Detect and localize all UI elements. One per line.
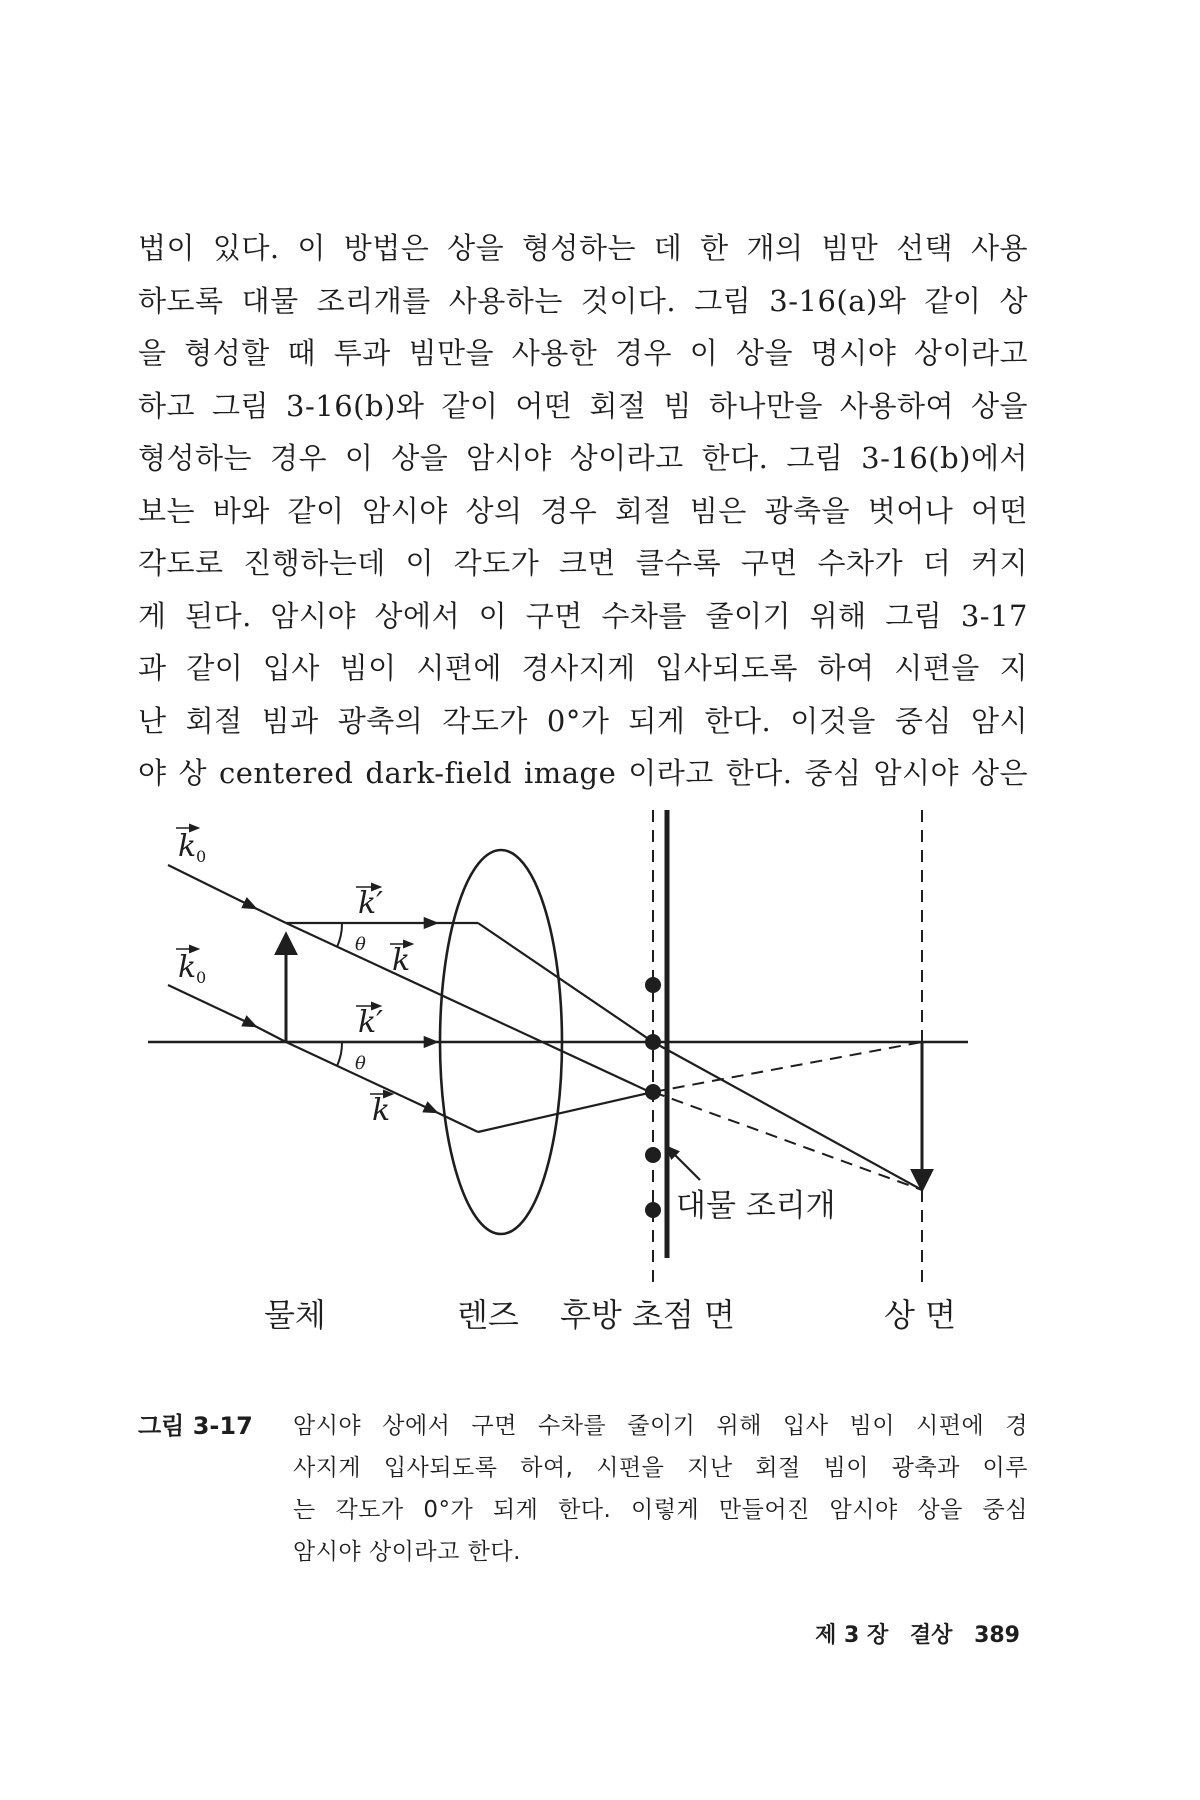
k-prime-symbol: k′ bbox=[358, 886, 383, 921]
diffraction-spot bbox=[645, 1202, 661, 1218]
label-k-prime-lower bbox=[356, 1005, 383, 1040]
theta-label-lower: θ bbox=[355, 1053, 366, 1074]
incident-ray-k0-upper-continuation bbox=[255, 908, 286, 923]
k0-symbol: k bbox=[178, 829, 197, 864]
blocked-ray-dashed-upper bbox=[653, 1042, 922, 1092]
k-symbol: k bbox=[372, 1093, 391, 1128]
body-paragraph bbox=[138, 222, 1028, 800]
caption-label: 그림 3-17 bbox=[138, 1412, 253, 1440]
diffraction-spot bbox=[645, 1147, 661, 1163]
caption-line: 는 각도가 0°가 되게 한다. 이렇게 만들어진 암시야 상을 중심 bbox=[293, 1497, 1028, 1523]
body-line: 하고 그림 3-16(b)와 같이 어떤 회절 빔 하나만을 사용하여 상을 bbox=[138, 388, 1028, 423]
k-symbol: k bbox=[392, 943, 411, 978]
running-footer bbox=[801, 1618, 1020, 1649]
body-line: 야 상 centered dark-field image 이라고 한다. 중심 암시야 상은 bbox=[138, 756, 1028, 790]
chapter-number: 제 3 장 bbox=[815, 1623, 889, 1648]
label-object: 물체 bbox=[264, 1296, 326, 1334]
diffraction-spot bbox=[645, 977, 661, 993]
body-line: 각도로 진행하는데 이 각도가 크면 클수록 구면 수차가 더 커지 bbox=[138, 546, 1028, 580]
body-line: 보는 바와 같이 암시야 상의 경우 회절 빔은 광축을 벗어나 어떤 bbox=[138, 493, 1028, 528]
body-line: 법이 있다. 이 방법은 상을 형성하는 데 한 개의 빔만 선택 사용 bbox=[138, 231, 1028, 265]
caption-line: 암시야 상에서 구면 수차를 줄이기 위해 입사 빔이 시편에 경 bbox=[293, 1413, 1028, 1439]
ray-after-lens-lower bbox=[478, 1092, 653, 1132]
theta-arc-lower bbox=[337, 1042, 342, 1066]
blocked-ray-dashed-lower bbox=[653, 1092, 922, 1190]
body-line: 난 회절 빔과 광축의 각도가 0°가 되게 한다. 이것을 중심 암시 bbox=[138, 703, 1028, 738]
incident-ray-k0-upper bbox=[168, 865, 255, 908]
caption-text bbox=[293, 1405, 1028, 1573]
incident-ray-k0-lower bbox=[168, 985, 255, 1026]
body-line: 을 형성할 때 투과 빔만을 사용한 경우 이 상을 명시야 상이라고 bbox=[138, 336, 1028, 370]
label-lens: 렌즈 bbox=[457, 1296, 519, 1334]
caption-line: 암시야 상이라고 한다. bbox=[293, 1539, 521, 1565]
body-line: 형성하는 경우 이 상을 암시야 상이라고 한다. 그림 3-16(b)에서 bbox=[138, 441, 1028, 475]
theta-arc-upper bbox=[337, 923, 342, 947]
theta-label-upper: θ bbox=[355, 934, 366, 955]
figure-3-17 bbox=[0, 790, 1200, 1350]
k0-symbol: k bbox=[178, 950, 197, 985]
label-k0-lower bbox=[176, 949, 206, 987]
body-line: 과 같이 입사 빔이 시편에 경사지게 입사되도록 하여 시편을 지 bbox=[138, 651, 1028, 685]
body-line: 게 된다. 암시야 상에서 이 구면 수차를 줄이기 위해 그림 3-17 bbox=[138, 598, 1028, 633]
page-number: 389 bbox=[974, 1623, 1020, 1648]
k0-subscript: 0 bbox=[196, 847, 207, 866]
label-k-prime-upper bbox=[356, 886, 383, 921]
aperture-pointer bbox=[667, 1147, 700, 1180]
aperture-label: 대물 조리개 bbox=[676, 1188, 836, 1224]
label-k-lower bbox=[370, 1093, 392, 1128]
k0-subscript: 0 bbox=[196, 968, 207, 987]
label-k0-upper bbox=[176, 828, 206, 866]
diffraction-spot bbox=[645, 1084, 661, 1100]
incident-ray-k0-lower-continuation bbox=[255, 1026, 286, 1042]
chapter-title: 결상 bbox=[909, 1623, 953, 1648]
ray-k-lower-continuation bbox=[436, 1112, 478, 1132]
ray-diagram bbox=[0, 790, 1200, 1350]
body-line: 하도록 대물 조리개를 사용하는 것이다. 그림 3-16(a)와 같이 상 bbox=[138, 283, 1028, 318]
label-image-plane: 상 면 bbox=[884, 1296, 956, 1334]
label-back-focal-plane: 후방 초점 면 bbox=[560, 1296, 735, 1334]
k-prime-symbol: k′ bbox=[358, 1005, 383, 1040]
ray-to-image-point bbox=[653, 1042, 922, 1190]
label-k-upper bbox=[390, 943, 412, 978]
diffraction-spot bbox=[645, 1034, 661, 1050]
caption-line: 사지게 입사되도록 하여, 시편을 지난 회절 빔이 광축과 이루 bbox=[293, 1455, 1028, 1481]
